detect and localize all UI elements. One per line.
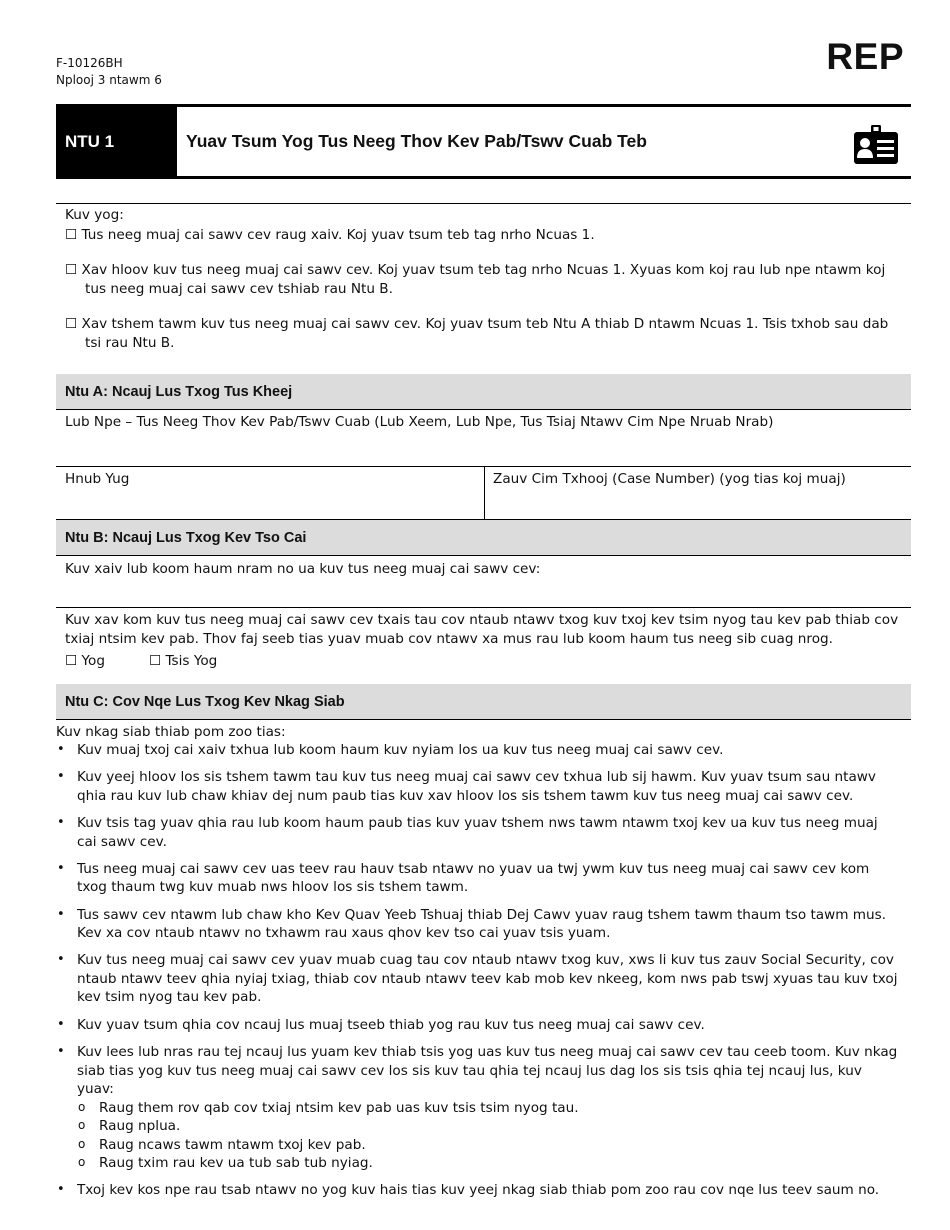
checkbox-yes[interactable]: ☐ Yog — [65, 653, 105, 669]
sub-list-item: o Raug txim rau kev ua tub sab tub nyiag. — [77, 1154, 901, 1173]
applicant-name-field[interactable]: Lub Npe – Tus Neeg Thov Kev Pab/Tswv Cuab (Lub Xeem, Lub Npe, Tus Tsiaj Ntawv Cim Npe Nruab Nrab) — [65, 414, 774, 430]
form-number: F-10126BH — [56, 56, 123, 70]
page-number: Nplooj 3 ntawm 6 — [56, 73, 162, 87]
section-c-lead: Kuv nkag siab thiab pom zoo tias: — [56, 724, 286, 740]
agency-field[interactable]: Kuv xaiv lub koom haum nram no ua kuv tus neeg muaj cai sawv cev: — [65, 561, 541, 577]
list-item: • Kuv tus neeg muaj cai sawv cev yuav muab cuag tau cov ntaub ntawv txog kuv, xws li kuv tus zauv Social Security, cov ntaub ntawv teev qhia nyiaj txiag, thiab cov ntaub ntawv teev kab mob kev nkeeg, kom nws pab tswj xyuas tau kuv txoj kev tsim nyog tau kev pab. — [56, 951, 901, 1007]
part-header — [56, 104, 911, 179]
list-item-with-sublist — [56, 1043, 901, 1173]
list-item: • Kuv yuav tsum qhia cov ncauj lus muaj tseeb thiab yog rau kuv tus neeg muaj cai sawv cev. — [56, 1016, 901, 1035]
section-c-heading: Ntu C: Cov Nqe Lus Txog Kev Nkag Siab — [56, 684, 911, 720]
form-badge: REP — [826, 36, 904, 77]
divider — [56, 203, 911, 204]
list-item: • Tus neeg muaj cai sawv cev uas teev rau hauv tsab ntawv no yuav ua twj ywm kuv tus neeg muaj cai sawv cev kom txog thaum twg kuv muab nws hloov los sis tshem tawm. — [56, 860, 901, 897]
share-info-text: Kuv xav kom kuv tus neeg muaj cai sawv cev txais tau cov ntaub ntawv txog kuv txoj kev tsim nyog tau kev pab thiab cov txiaj ntsim kev pab. Thov faj seeb tias yuav muab cov ntawv xa mus rau lub koom haum tus neeg sib cuag nrog. — [65, 612, 899, 647]
part-label: NTU 1 — [56, 107, 177, 176]
sub-list-item: o Raug them rov qab cov txiaj ntsim kev pab uas kuv tsis tsim nyog tau. — [77, 1099, 901, 1118]
id-card-icon — [853, 125, 899, 165]
list-item-text: Kuv lees lub nras rau tej ncauj lus yuam kev thiab tsis yog uas kuv tus neeg muaj cai sawv cev tau ceeb toom. Kuv nkag siab tias yog kuv tus neeg muaj cai sawv cev los sis kuv tau qhia tej ncauj lus dag los sis tsis qhia tej ncauj lus, kuv yuav: — [77, 1044, 898, 1098]
field-separator — [484, 466, 485, 519]
list-item: • Kuv tsis tag yuav qhia rau lub koom haum paub tias kuv yuav tshem nws tawm ntawm txoj kev ua kuv tus neeg muaj cai sawv cev. — [56, 814, 901, 851]
part-title: Yuav Tsum Yog Tus Neeg Thov Kev Pab/Tswv Cuab Teb — [186, 131, 647, 151]
understanding-list — [56, 741, 901, 1209]
section-b-heading: Ntu B: Ncauj Lus Txog Kev Tso Cai — [56, 519, 911, 555]
option-text: ☐ Xav hloov kuv tus neeg muaj cai sawv cev. Koj yuav tsum teb tag nrho Ncuas 1. Xyuas kom koj rau lub npe ntawm koj tus neeg muaj cai sawv cev tshiab rau Ntu B. — [65, 262, 886, 297]
list-item: • Tus sawv cev ntawm lub chaw kho Kev Quav Yeeb Tshuaj thiab Dej Cawv yuav raug tshem tawm thaum tso tawm mus. Kev xa cov ntaub ntawv no txhawm rau xaus qhov kev tso cai yuav tsis yuam. — [56, 906, 901, 943]
checkbox-appointed-representative[interactable]: ☐ Tus neeg muaj cai sawv cev raug xaiv. Koj yuav tsum teb tag nrho Ncuas 1. — [65, 227, 595, 243]
checkbox-no[interactable]: ☐ Tsis Yog — [149, 653, 218, 669]
divider — [56, 555, 911, 556]
list-item: • Txoj kev kos npe rau tsab ntawv no yog kuv hais tias kuv yeej nkag siab thiab pom zoo rau cov nqe lus teev saum no. — [56, 1181, 901, 1200]
birth-date-field[interactable]: Hnub Yug — [65, 471, 130, 487]
checkbox-change-representative[interactable] — [65, 261, 905, 298]
checkbox-remove-representative[interactable] — [65, 315, 905, 352]
case-number-field[interactable]: Zauv Cim Txhooj (Case Number) (yog tias koj muaj) — [493, 471, 846, 487]
form-number-block — [56, 55, 162, 89]
consequences-sublist — [77, 1099, 901, 1173]
sub-list-item: o Raug ncaws tawm ntawm txoj kev pab. — [77, 1136, 901, 1155]
section-a-heading: Ntu A: Ncauj Lus Txog Tus Kheej — [56, 374, 911, 410]
divider — [56, 607, 911, 608]
intro-lead: Kuv yog: — [65, 207, 124, 223]
sub-list-item: o Raug nplua. — [77, 1117, 901, 1136]
list-item: • Kuv muaj txoj cai xaiv txhua lub koom haum kuv nyiam los ua kuv tus neeg muaj cai sawv cev. — [56, 741, 901, 760]
list-item: • Kuv yeej hloov los sis tshem tawm tau kuv tus neeg muaj cai sawv cev txhua lub sij hawm. Kuv yuav tsum sau ntawv qhia rau kuv lub chaw khiav dej num paub tias kuv xav hloov los sis tshem tawm kuv tus neeg muaj cai sawv cev. — [56, 768, 901, 805]
option-text: ☐ Xav tshem tawm kuv tus neeg muaj cai sawv cev. Koj yuav tsum teb Ntu A thiab D ntawm Ncuas 1. Tsis txhob sau dab tsi rau Ntu B. — [65, 316, 889, 351]
divider — [56, 409, 911, 410]
